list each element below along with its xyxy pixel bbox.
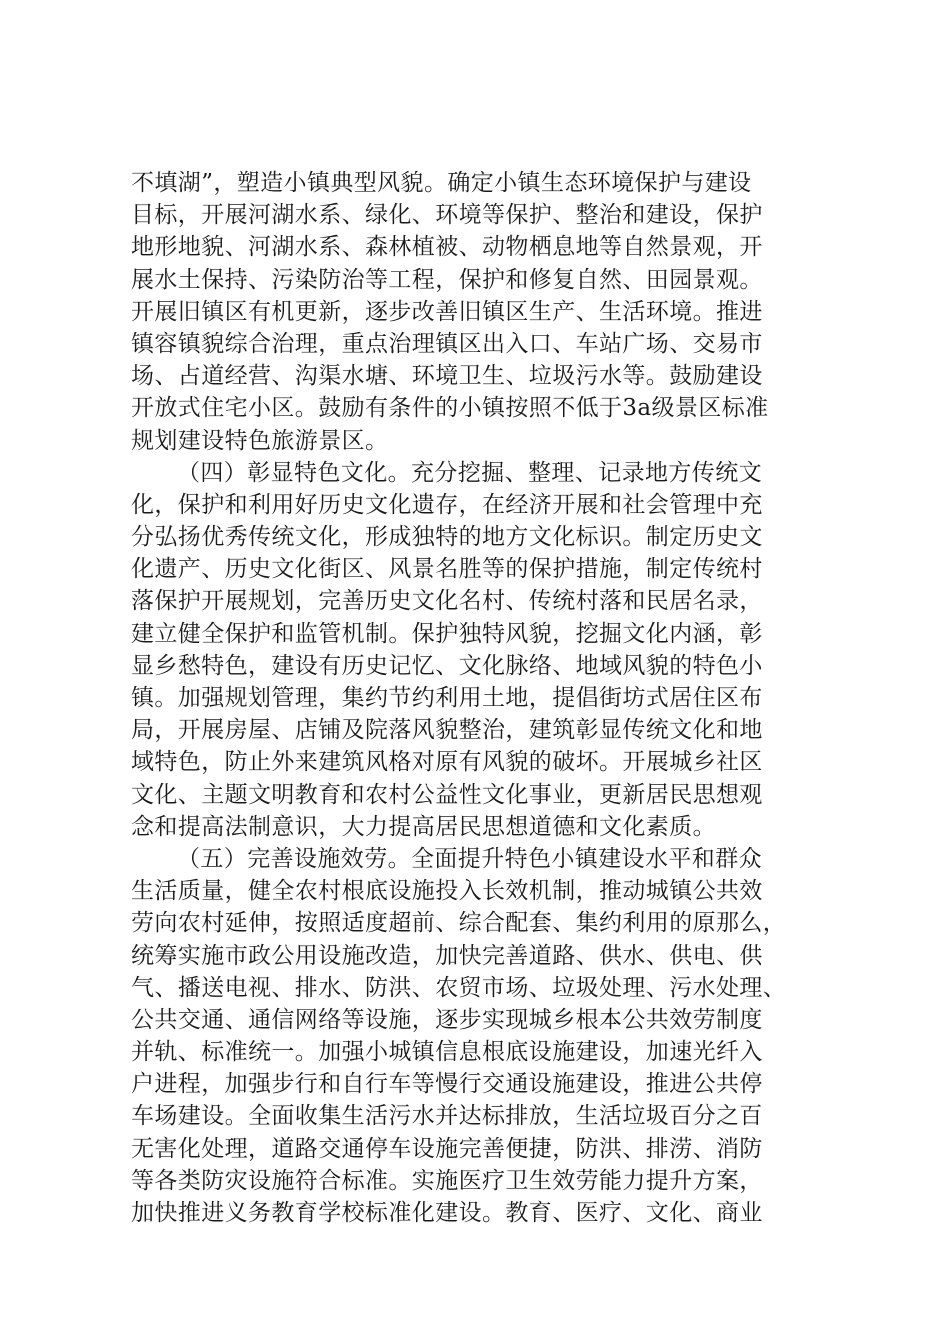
section-4-heading-line: （四）彰显特色文化。充分挖掘、整理、记录地方传统文 xyxy=(177,459,762,486)
text-line: 不填湖”，塑造小镇典型风貌。确定小镇生态环境保护与建设 xyxy=(131,170,752,196)
text-line: 镇。加强规划管理，集约节约利用土地，提倡街坊式居住区布 xyxy=(131,685,763,711)
text-line: 统筹实施市政公用设施改造，加快完善道路、供水、供电、供 xyxy=(131,942,763,969)
text-line: 户进程，加强步行和自行车等慢行交通设施建设，推进公共停 xyxy=(131,1071,763,1098)
text-line: 车场建设。全面收集生活污水并达标排放，生活垃圾百分之百 xyxy=(131,1103,763,1130)
text-line: 加快推进义务教育学校标准化建设。教育、医疗、文化、商业 xyxy=(131,1200,763,1226)
text-line: 化，保护和利用好历史文化遗存，在经济开展和社会管理中充 xyxy=(131,491,763,518)
section-5-heading-line: （五）完善设施效劳。全面提升特色小镇建设水平和群众 xyxy=(177,845,762,872)
text-line: 镇容镇貌综合治理，重点治理镇区出入口、车站广场、交易市 xyxy=(131,330,763,357)
text-line: 气、播送电视、排水、防洪、农贸市场、垃圾处理、污水处理、 xyxy=(131,974,787,1001)
text-line: 分弘扬优秀传统文化，形成独特的地方文化标识。制定历史文 xyxy=(131,524,763,551)
text-line: 劳向农村延伸，按照适度超前、综合配套、集约利用的原那么， xyxy=(131,910,787,937)
text-line: 并轨、标准统一。加强小城镇信息根底设施建设，加速光纤入 xyxy=(131,1039,763,1066)
text-line: 展水土保持、污染防治等工程，保护和修复自然、田园景观。 xyxy=(131,266,763,293)
text-line: 建立健全保护和监管机制。保护独特风貌，挖掘文化内涵，彰 xyxy=(131,620,763,647)
text-line: 开放式住宅小区。鼓励有条件的小镇按照不低于3a级景区标准 xyxy=(131,395,769,422)
text-line: 落保护开展规划，完善历史文化名村、传统村落和民居名录， xyxy=(131,588,763,615)
text-line: 念和提高法制意识，大力提高居民思想道德和文化素质。 xyxy=(131,813,716,840)
text-line: 生活质量，健全农村根底设施投入长效机制，推动城镇公共效 xyxy=(131,878,763,905)
text-line: 文化、主题文明教育和农村公益性文化事业，更新居民思想观 xyxy=(131,781,763,808)
body-text xyxy=(131,167,821,1229)
text-line: 局，开展房屋、店铺及院落风貌整治，建筑彰显传统文化和地 xyxy=(131,717,763,744)
text-line: 无害化处理，道路交通停车设施完善便捷，防洪、排涝、消防 xyxy=(131,1135,763,1162)
text-line: 等各类防灾设施符合标准。实施医疗卫生效劳能力提升方案， xyxy=(131,1167,763,1194)
text-line: 规划建设特色旅游景区。 xyxy=(131,427,389,454)
text-line: 目标，开展河湖水系、绿化、环境等保护、整治和建设，保护 xyxy=(131,202,763,229)
text-line: 显乡愁特色，建设有历史记忆、文化脉络、地域风貌的特色小 xyxy=(131,652,763,679)
text-line: 域特色，防止外来建筑风格对原有风貌的破坏。开展城乡社区 xyxy=(131,749,763,776)
text-line: 开展旧镇区有机更新，逐步改善旧镇区生产、生活环境。推进 xyxy=(131,298,763,325)
text-line: 地形地貌、河湖水系、森林植被、动物栖息地等自然景观，开 xyxy=(131,234,763,261)
text-line: 公共交通、通信网络等设施，逐步实现城乡根本公共效劳制度 xyxy=(131,1006,763,1033)
text-line: 化遗产、历史文化街区、风景名胜等的保护措施，制定传统村 xyxy=(131,556,763,583)
text-line: 场、占道经营、沟渠水塘、环境卫生、垃圾污水等。鼓励建设 xyxy=(131,363,763,390)
